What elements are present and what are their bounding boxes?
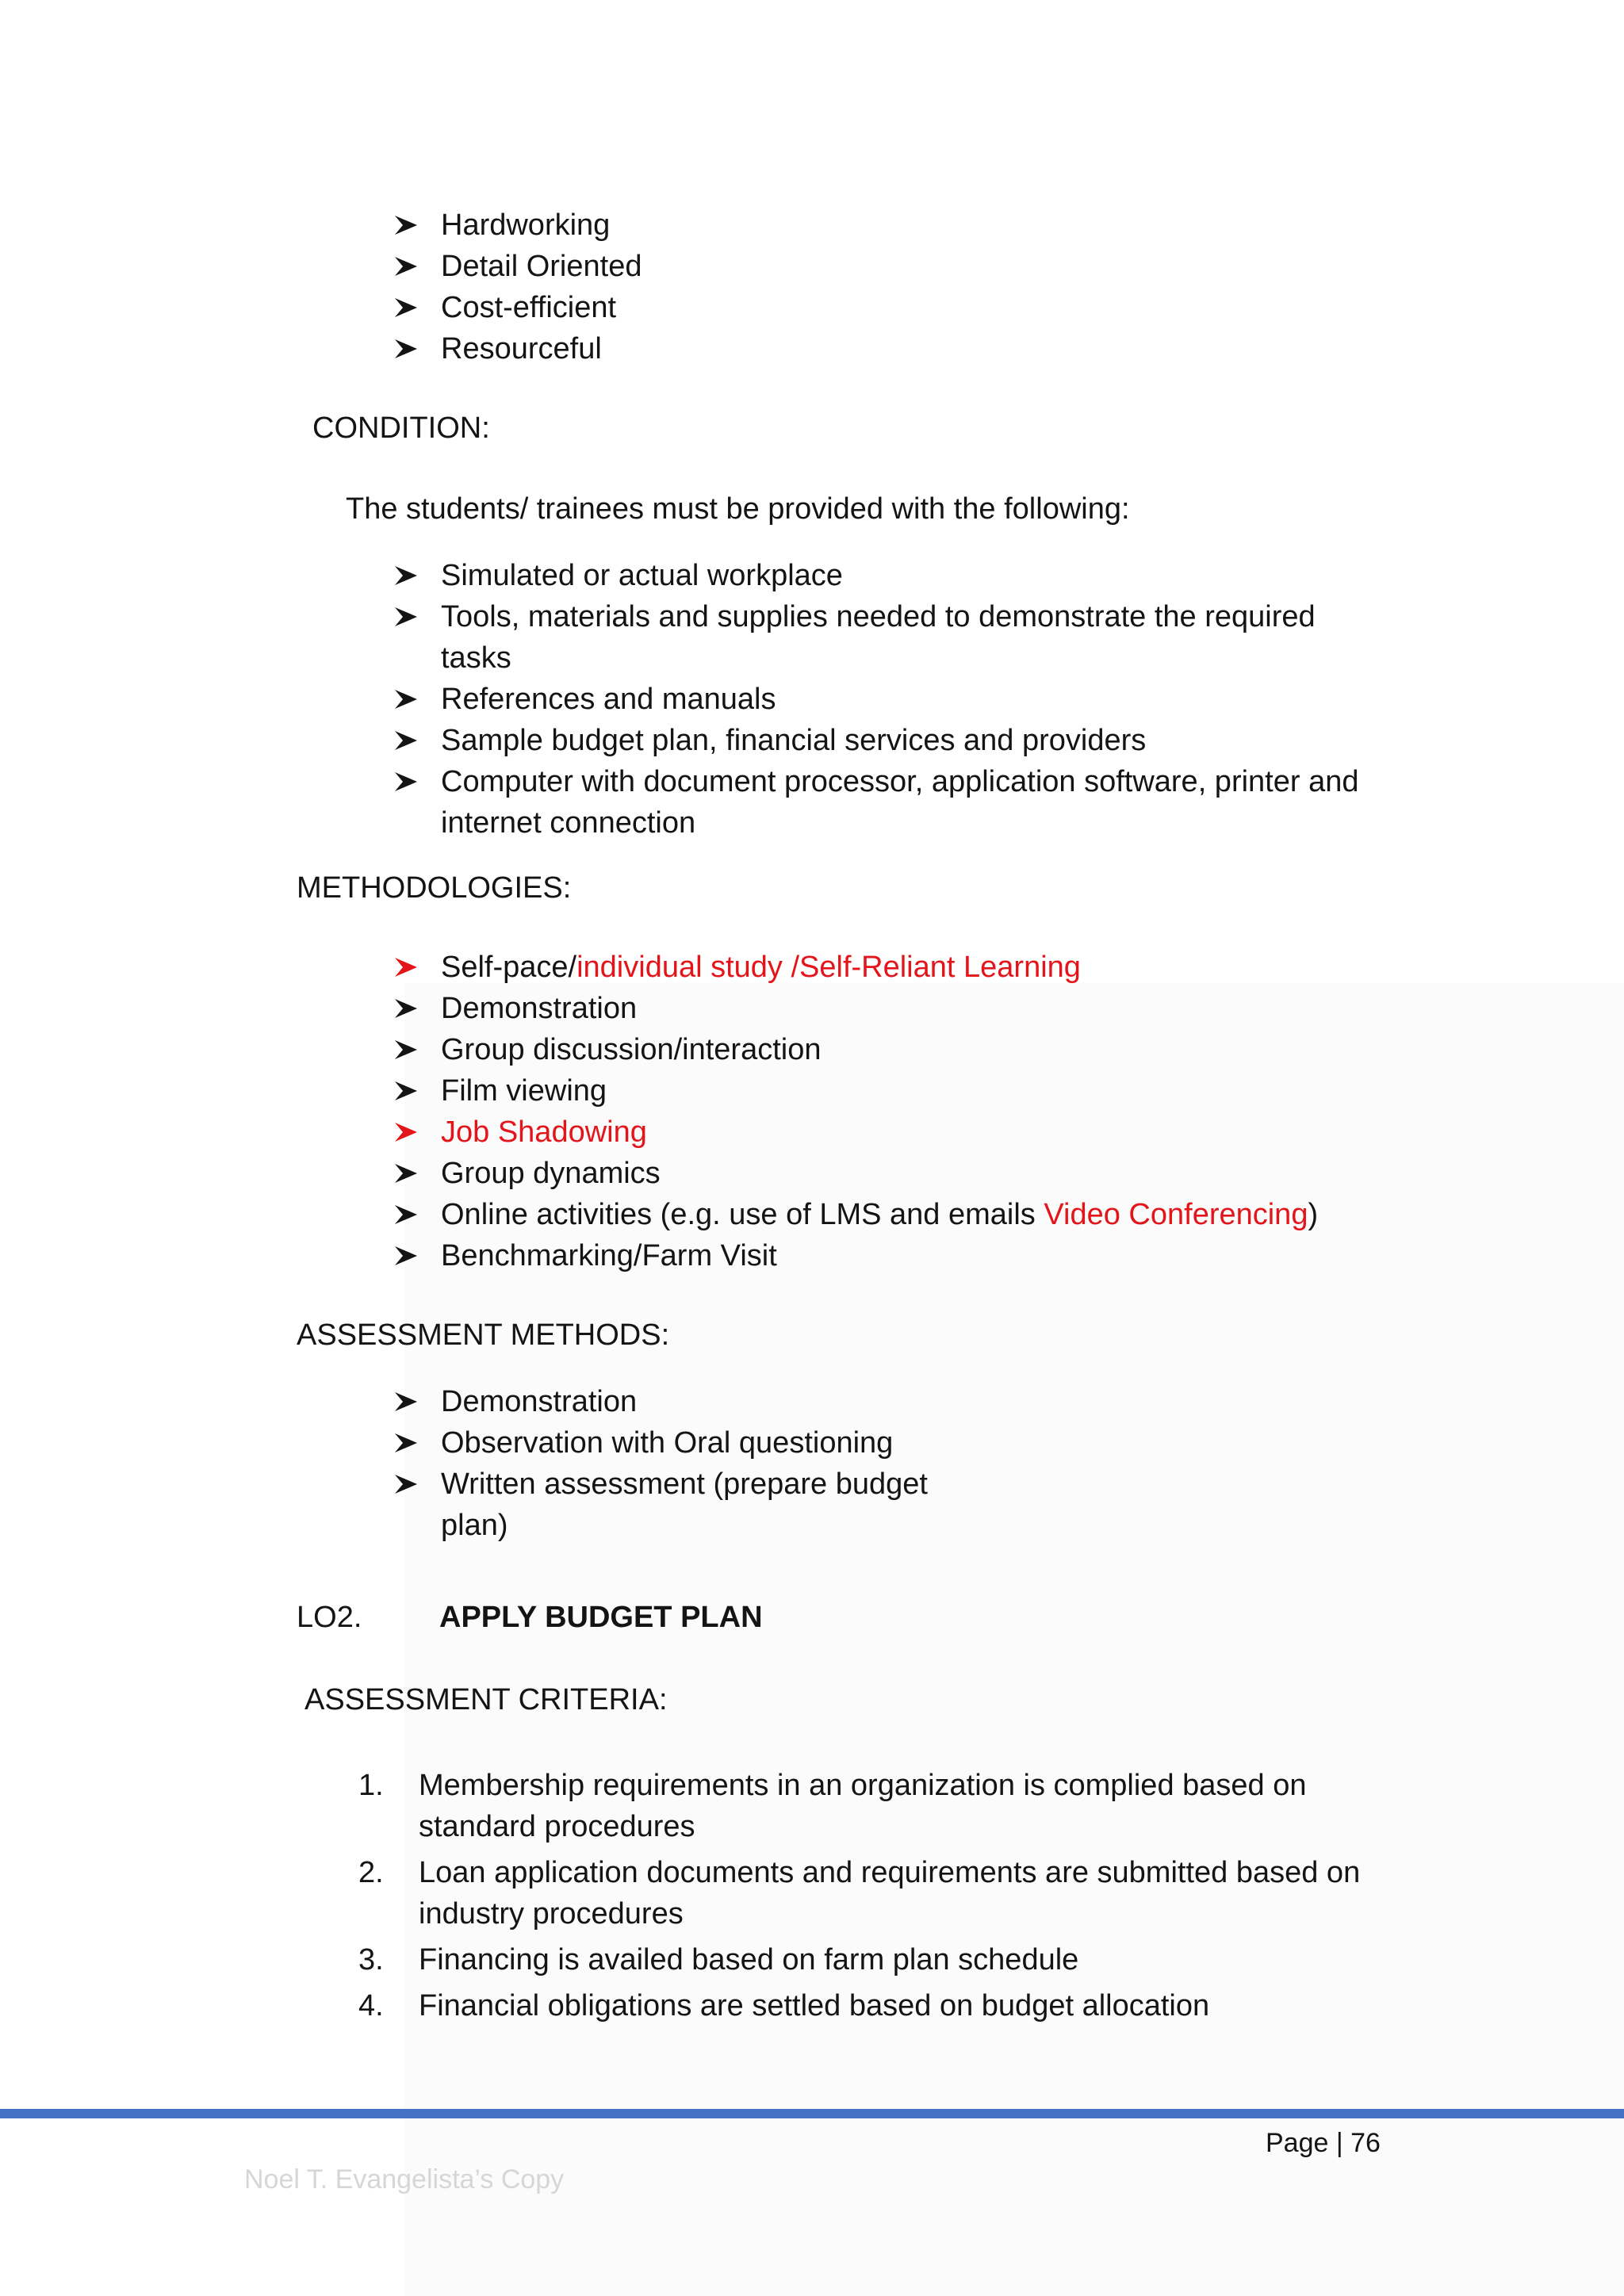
list-item: Cost-efficient (392, 287, 1383, 328)
assessment-methods-list (392, 1381, 963, 1546)
list-number: 3. (358, 1943, 384, 1976)
lo2-title: APPLY BUDGET PLAN (439, 1601, 763, 1634)
arrow-bullet-icon (392, 1112, 420, 1153)
list-item: Computer with document processor, application software, printer and internet connection (392, 761, 1383, 844)
arrow-bullet-icon (392, 720, 420, 761)
lo2-code: LO2. (297, 1601, 362, 1634)
arrow-bullet-icon (392, 679, 420, 720)
list-item: Detail Oriented (392, 246, 1383, 287)
assessment-criteria-list (358, 1765, 1389, 2031)
arrow-bullet-icon (392, 555, 420, 596)
watermark: Noel T. Evangelista’s Copy (244, 2164, 565, 2195)
list-item: 4. Financial obligations are settled based on budget allocation (358, 1985, 1389, 2026)
arrow-bullet-icon (392, 596, 420, 637)
list-item: Demonstration (392, 988, 1383, 1029)
arrow-bullet-icon (392, 1381, 420, 1422)
list-item: Resourceful (392, 328, 1383, 369)
arrow-bullet-icon (392, 1194, 420, 1235)
arrow-bullet-icon (392, 1235, 420, 1276)
assessment-methods-heading: ASSESSMENT METHODS: (297, 1318, 670, 1352)
list-item: Online activities (e.g. use of LMS and emails Video Conferencing) (392, 1194, 1383, 1235)
list-item: Simulated or actual workplace (392, 555, 1383, 596)
page-number: Page | 76 (1266, 2128, 1381, 2158)
arrow-bullet-icon (392, 287, 420, 328)
list-item: Tools, materials and supplies needed to demonstrate the required tasks (392, 596, 1383, 679)
list-item: Demonstration (392, 1381, 963, 1422)
list-item: Observation with Oral questioning (392, 1422, 963, 1464)
list-item: Benchmarking/Farm Visit (392, 1235, 1383, 1276)
list-item: 2. Loan application documents and requirements are submitted based on industry procedures (358, 1852, 1389, 1934)
condition-intro: The students/ trainees must be provided with the following: (346, 492, 1130, 526)
list-item: 1. Membership requirements in an organization is complied based on standard procedures (358, 1765, 1389, 1847)
list-item: Film viewing (392, 1070, 1383, 1112)
methodologies-heading: METHODOLOGIES: (297, 871, 572, 905)
list-number: 1. (358, 1769, 384, 1802)
arrow-bullet-icon (392, 205, 420, 246)
methodologies-list (392, 947, 1383, 1276)
list-number: 2. (358, 1856, 384, 1889)
list-number: 4. (358, 1989, 384, 2022)
list-item: Group discussion/interaction (392, 1029, 1383, 1070)
list-item: Sample budget plan, financial services and providers (392, 720, 1383, 761)
condition-list (392, 555, 1383, 844)
traits-list (392, 205, 1383, 369)
list-item: Hardworking (392, 205, 1383, 246)
arrow-bullet-icon (392, 947, 420, 988)
list-item: Job Shadowing (392, 1112, 1383, 1153)
list-item: Written assessment (prepare budget plan) (392, 1464, 963, 1546)
arrow-bullet-icon (392, 1422, 420, 1464)
list-item: Self-pace/individual study /Self-Reliant Learning (392, 947, 1383, 988)
arrow-bullet-icon (392, 1464, 420, 1505)
arrow-bullet-icon (392, 1029, 420, 1070)
condition-heading: CONDITION: (312, 411, 490, 445)
list-item: References and manuals (392, 679, 1383, 720)
arrow-bullet-icon (392, 246, 420, 287)
assessment-criteria-heading: ASSESSMENT CRITERIA: (304, 1683, 668, 1716)
list-item: 3. Financing is availed based on farm plan schedule (358, 1939, 1389, 1980)
footer-rule (0, 2109, 1624, 2118)
arrow-bullet-icon (392, 328, 420, 369)
arrow-bullet-icon (392, 1070, 420, 1112)
list-item: Group dynamics (392, 1153, 1383, 1194)
arrow-bullet-icon (392, 761, 420, 802)
arrow-bullet-icon (392, 1153, 420, 1194)
arrow-bullet-icon (392, 988, 420, 1029)
